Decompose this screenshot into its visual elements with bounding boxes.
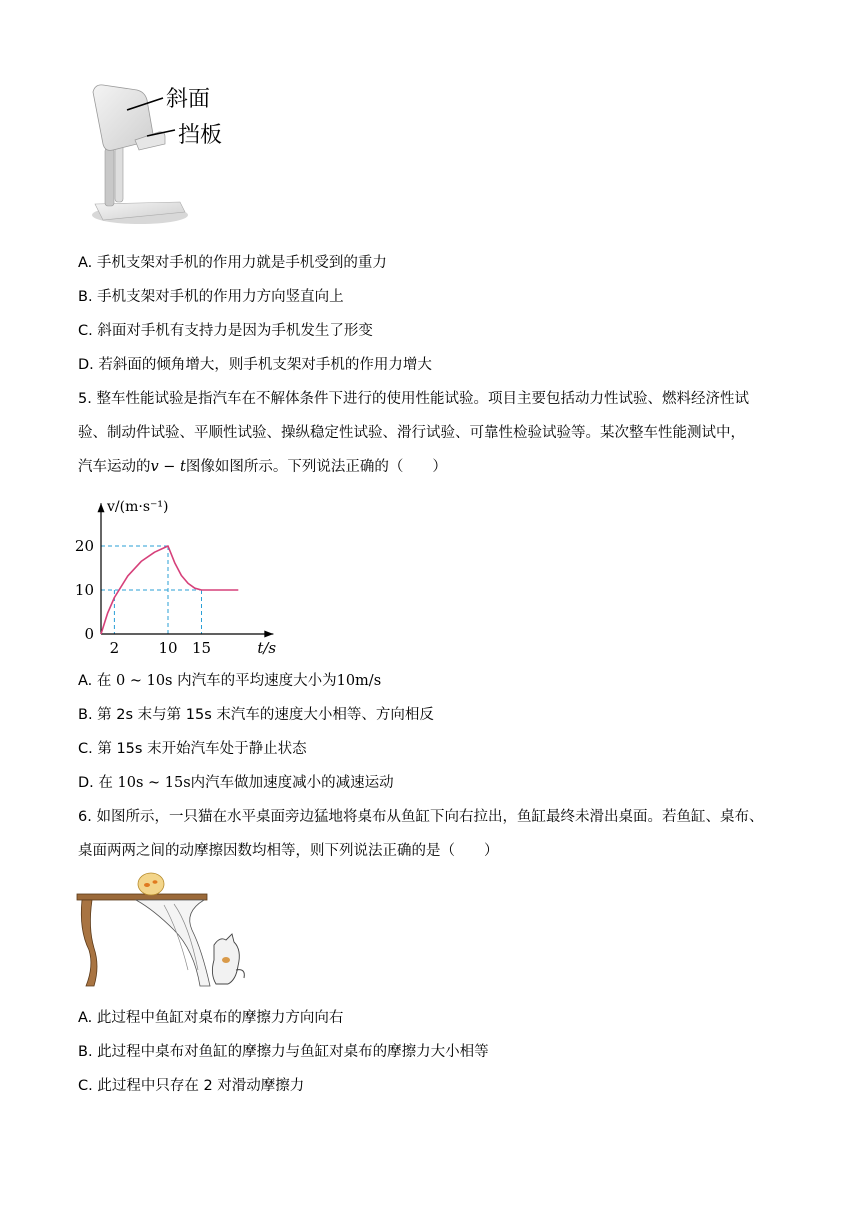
q5-option-c: C. 第 15s 末开始汽车处于静止状态 — [78, 741, 307, 757]
q5-stem-line3 — [78, 457, 447, 477]
x-tick-label-2: 2 — [109, 639, 120, 657]
tablecloth — [136, 900, 210, 986]
x-axis-label: t/s — [257, 639, 277, 657]
origin-label: 0 — [84, 625, 94, 643]
q5-d-post: 内汽车做加速度减小的减速运动 — [190, 775, 394, 791]
q5-d-math: 10s ~ 15s — [117, 775, 191, 791]
label-slope: 斜面 — [166, 87, 211, 112]
q5-d-pre: D. 在 — [78, 775, 113, 791]
q6-option-b: B. 此过程中桌布对鱼缸的摩擦力与鱼缸对桌布的摩擦力大小相等 — [78, 1044, 489, 1060]
q5-stem-line1: 5. 整车性能试验是指汽车在不解体条件下进行的使用性能试验。项目主要包括动力性试验、燃料经济性试 — [78, 391, 749, 407]
label-baffle: 挡板 — [178, 123, 223, 148]
y-tick-label-20: 20 — [74, 537, 94, 555]
q5-stem-pre: 汽车运动的 — [78, 459, 151, 475]
q4-option-c: C. 斜面对手机有支持力是因为手机发生了形变 — [78, 323, 373, 339]
q4-option-a: A. 手机支架对手机的作用力就是手机受到的重力 — [78, 255, 387, 271]
q5-option-d — [78, 773, 394, 793]
q4-option-b: B. 手机支架对手机的作用力方向竖直向上 — [78, 289, 344, 305]
y-tick-label-10: 10 — [74, 581, 94, 599]
q6-stem-line2: 桌面两两之间的动摩擦因数均相等，则下列说法正确的是（ ） — [78, 843, 499, 859]
y-axis-arrow — [98, 503, 105, 512]
phone-stand-figure — [85, 80, 235, 230]
cat-table-figure — [74, 870, 254, 995]
q5-stem-line2: 验、制动件试验、平顺性试验、操纵稳定性试验、滑行试验、可靠性检验试验等。某次整车性能测试中， — [78, 425, 745, 441]
q5-stem-vt: v − t — [150, 459, 186, 475]
y-axis-label: v/(m·s⁻¹) — [107, 499, 169, 516]
q5-a-pre: A. 在 — [78, 673, 112, 689]
x-axis-arrow — [264, 631, 273, 638]
q5-a-math1: 0 ~ 10s — [116, 673, 173, 689]
q5-option-a — [78, 671, 381, 691]
q6-stem-line1: 6. 如图所示，一只猫在水平桌面旁边猛地将桌布从鱼缸下向右拉出，鱼缸最终未滑出桌面。若鱼缸、桌布、 — [78, 809, 764, 825]
series-line-0 — [101, 546, 238, 634]
q6-option-a: A. 此过程中鱼缸对桌布的摩擦力方向向右 — [78, 1010, 344, 1026]
q6-option-c: C. 此过程中只存在 2 对滑动摩擦力 — [78, 1078, 305, 1094]
q5-a-mid: 内汽车的平均速度大小为 — [177, 673, 337, 689]
x-tick-label-15: 15 — [191, 639, 212, 657]
q4-option-d: D. 若斜面的倾角增大，则手机支架对手机的作用力增大 — [78, 357, 432, 373]
table-leg — [81, 900, 97, 986]
q5-option-b: B. 第 2s 末与第 15s 末汽车的速度大小相等、方向相反 — [78, 707, 434, 723]
fishbowl — [138, 873, 164, 895]
vt-chart — [70, 488, 345, 660]
q5-a-math2: 10m/s — [336, 673, 382, 689]
x-tick-label-10: 10 — [158, 639, 178, 657]
table-top — [77, 894, 207, 900]
stand-pole — [105, 148, 114, 206]
q5-stem-post: 图像如图所示。下列说法正确的（ ） — [185, 459, 447, 475]
